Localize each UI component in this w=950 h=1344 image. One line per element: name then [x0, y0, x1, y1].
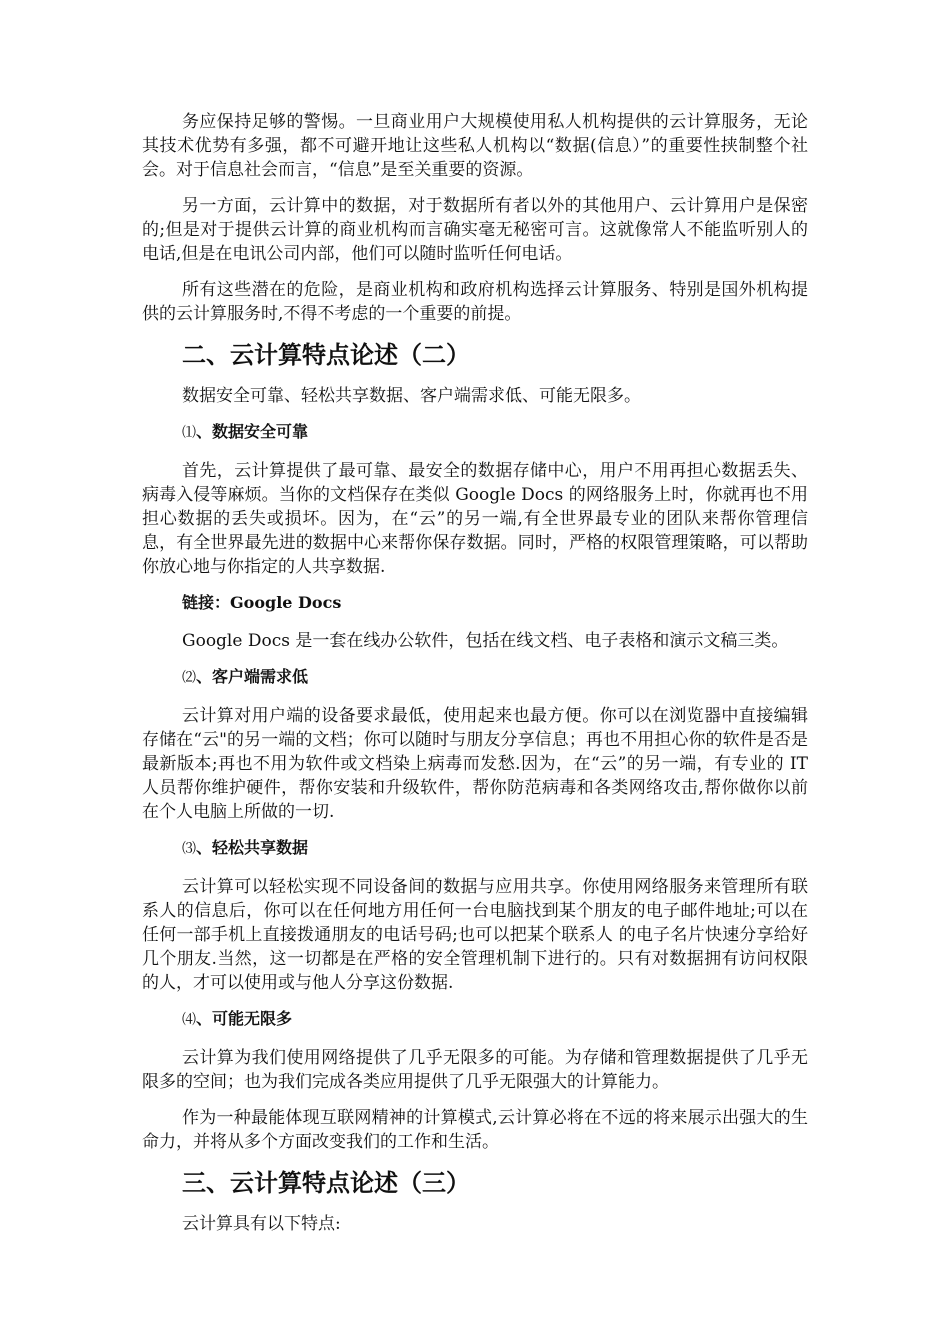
subheading-text: 、轻松共享数据: [196, 838, 309, 857]
subheading-number: ⑶: [182, 841, 196, 857]
paragraph: 云计算可以轻松实现不同设备间的数据与应用共享。你使用网络服务来管理所有联系人的信息后，你可以在任何地方用任何一台电脑找到某个朋友的电子邮件地址;可以在任何一部手机上直接拨通朋友的电话号码;也可以把某个联系人 的电子名片快速分享给好几个朋友.当然，这一切都是在严格的安全管理机制下进行的。只有对数据拥有访问权限的人，才可以使用或与他人分享这份数据.: [142, 877, 808, 993]
paragraph: 务应保持足够的警惕。一旦商业用户大规模使用私人机构提供的云计算服务，无论其技术优势有多强，都不可避开地让这些私人机构以“数据(信息）”的重要性挟制整个社会。对于信息社会而言，“信息”是至关重要的资源。: [142, 112, 808, 180]
subheading-number: ⑷: [182, 1012, 196, 1028]
section-heading-3: 三、云计算特点论述（三）: [182, 1169, 470, 1197]
subheading-text: 、数据安全可靠: [196, 422, 309, 441]
paragraph: Google Docs 是一套在线办公软件，包括在线文档、电子表格和演示文稿三类。: [182, 631, 789, 651]
subheading-data-security: [182, 420, 808, 445]
subheading-unlimited: [182, 1007, 808, 1032]
document-body: [142, 110, 808, 1248]
subheading-number: ⑵: [182, 670, 196, 686]
paragraph: 另一方面，云计算中的数据，对于数据所有者以外的其他用户、云计算用户是保密的;但是对于提供云计算的商业机构而言确实毫无秘密可言。这就像常人不能监听别人的电话,但是在电讯公司内部，他们可以随时监听任何电话。: [142, 196, 808, 264]
subheading-number: ⑴: [182, 425, 196, 441]
paragraph: 首先，云计算提供了最可靠、最安全的数据存储中心，用户不用再担心数据丢失、病毒入侵等麻烦。当你的文档保存在类似 Google Docs 的网络服务上时，你就再也不用担心数据的丢失或损坏。因为，在“云”的另一端,有全世界最专业的团队来帮你管理信息，有全世界最先进的数据中心来帮你保存数据。同时，严格的权限管理策略，可以帮助你放心地与你指定的人共享数据.: [142, 461, 808, 577]
paragraph: 数据安全可靠、轻松共享数据、客户端需求低、可能无限多。: [182, 386, 641, 406]
section-heading-2: 二、云计算特点论述（二）: [182, 341, 470, 369]
subheading-client-requirements: [182, 665, 808, 690]
subheading-text: 、可能无限多: [196, 1009, 293, 1028]
subheading-link-google-docs: 链接：Google Docs: [182, 593, 342, 612]
subheading-data-sharing: [182, 836, 808, 861]
paragraph: 云计算对用户端的设备要求最低，使用起来也最方便。你可以在浏览器中直接编辑存储在“云"的另一端的文档；你可以随时与朋友分享信息；再也不用担心你的软件是否是最新版本;再也不用为软件或文档染上病毒而发愁.因为，在“云”的另一端，有专业的 IT 人员帮你维护硬件，帮你安装和升级软件，帮你防范病毒和各类网络攻击,帮你做你以前在个人电脑上所做的一切.: [142, 706, 808, 822]
paragraph: 云计算为我们使用网络提供了几乎无限多的可能。为存储和管理数据提供了几乎无限多的空间；也为我们完成各类应用提供了几乎无限强大的计算能力。: [142, 1048, 808, 1092]
subheading-text: 、客户端需求低: [196, 667, 309, 686]
paragraph: 所有这些潜在的危险，是商业机构和政府机构选择云计算服务、特别是国外机构提供的云计算服务时,不得不考虑的一个重要的前提。: [142, 280, 808, 324]
paragraph: 作为一种最能体现互联网精神的计算模式,云计算必将在不远的将来展示出强大的生命力，并将从多个方面改变我们的工作和生活。: [142, 1108, 808, 1152]
paragraph: 云计算具有以下特点:: [182, 1214, 341, 1234]
